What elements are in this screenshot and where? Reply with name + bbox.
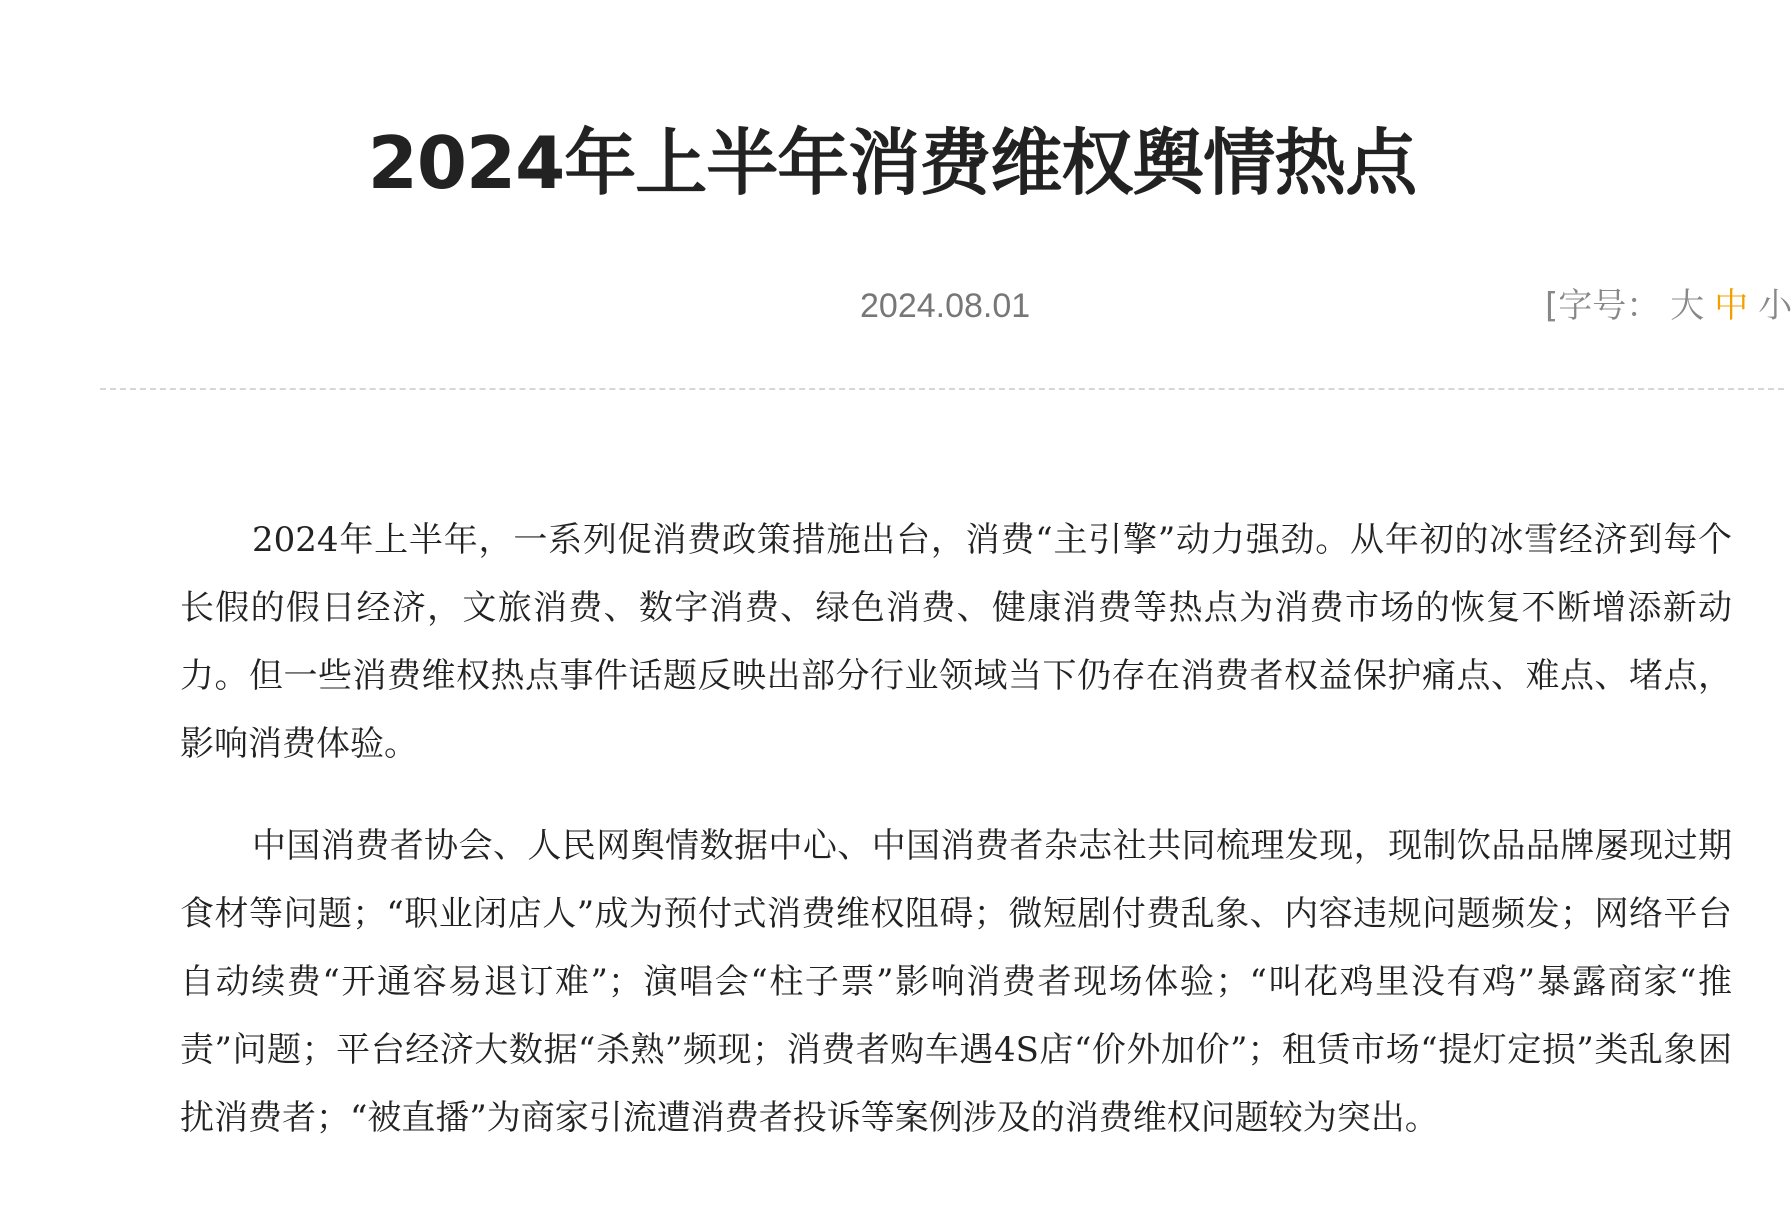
font-size-large-button[interactable]: 大	[1670, 286, 1705, 326]
publish-date: 2024.08.01	[860, 287, 1031, 325]
article-meta	[0, 286, 1792, 326]
font-size-control	[1545, 286, 1792, 326]
article-body	[180, 506, 1732, 1186]
article-title: 2024年上半年消费维权舆情热点	[367, 121, 1417, 205]
article-paragraph: 2024年上半年，一系列促消费政策措施出台，消费“主引擎”动力强劲。从年初的冰雪经济到每个长假的假日经济，文旅消费、数字消费、绿色消费、健康消费等热点为消费市场的恢复不断增添新动力。但一些消费维权热点事件话题反映出部分行业领域当下仍存在消费者权益保护痛点、难点、堵点，影响消费体验。	[180, 520, 1732, 764]
header-divider	[100, 388, 1784, 390]
font-size-medium-button[interactable]: 中	[1714, 286, 1749, 326]
article-paragraph: 中国消费者协会、人民网舆情数据中心、中国消费者杂志社共同梳理发现，现制饮品品牌屡现过期食材等问题；“职业闭店人”成为预付式消费维权阻碍；微短剧付费乱象、内容违规问题频发；网络平台自动续费“开通容易退订难”；演唱会“柱子票”影响消费者现场体验；“叫花鸡里没有鸡”暴露商家“推责”问题；平台经济大数据“杀熟”频现；消费者购车遇4S店“价外加价”；租赁市场“提灯定损”类乱象困扰消费者；“被直播”为商家引流遭消费者投诉等案例涉及的消费维权问题较为突出。	[180, 826, 1732, 1138]
font-size-small-button[interactable]: 小	[1758, 286, 1792, 326]
font-size-label: [字号：	[1545, 286, 1661, 326]
